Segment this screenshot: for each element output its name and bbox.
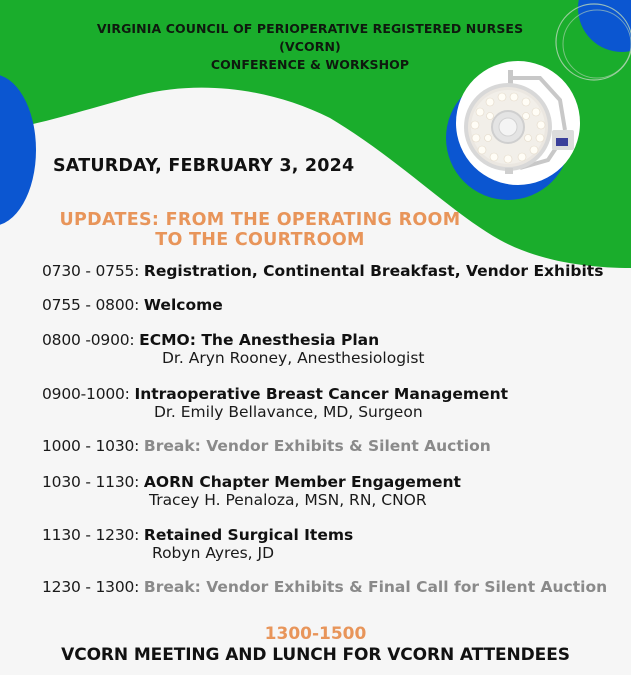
schedule-item [42, 473, 461, 492]
schedule-item [42, 331, 379, 350]
schedule-time: 1230 - 1300: [42, 578, 144, 596]
schedule-item [42, 385, 508, 404]
schedule-item [42, 262, 603, 281]
schedule-speaker: Dr. Emily Bellavance, MD, Surgeon [154, 403, 423, 421]
schedule-time: 0900-1000: [42, 385, 135, 403]
schedule-title: Welcome [143, 296, 223, 314]
schedule-time: 1000 - 1030: [42, 437, 144, 455]
header-line-event: CONFERENCE & WORKSHOP [210, 57, 410, 72]
schedule-title: AORN Chapter Member Engagement [143, 473, 461, 491]
footer-time: 1300-1500 [264, 624, 367, 644]
schedule-title: ECMO: The Anesthesia Plan [139, 331, 380, 349]
schedule-title: Intraoperative Breast Cancer Management [134, 385, 509, 403]
header-line-org-name: VIRGINIA COUNCIL OF PERIOPERATIVE REGISTERED NURSES [96, 21, 524, 36]
schedule-item [42, 526, 353, 545]
schedule-time: 0800 -0900: [42, 331, 140, 349]
schedule-speaker: Tracey H. Penaloza, MSN, RN, CNOR [149, 491, 427, 509]
event-theme [40, 210, 480, 250]
schedule-title: Retained Surgical Items [143, 526, 354, 544]
schedule-title: Break: Vendor Exhibits & Silent Auction [143, 437, 491, 455]
schedule-time: 0730 - 0755: [42, 262, 144, 280]
header-line-acronym: (VCORN) [279, 39, 341, 54]
organization-header [60, 20, 560, 74]
schedule-time: 0755 - 0800: [42, 296, 144, 314]
schedule-time: 1030 - 1130: [42, 473, 144, 491]
theme-line-2: TO THE COURTROOM [155, 230, 365, 250]
schedule-title: Break: Vendor Exhibits & Final Call for Silent Auction [143, 578, 608, 596]
footer-title: VCORN MEETING AND LUNCH FOR VCORN ATTENDEES [61, 645, 570, 665]
schedule-item-break [42, 578, 607, 597]
schedule-item [42, 296, 223, 315]
theme-line-1: UPDATES: FROM THE OPERATING ROOM [59, 210, 461, 230]
schedule-speaker: Robyn Ayres, JD [152, 544, 275, 562]
event-date: SATURDAY, FEBRUARY 3, 2024 [53, 156, 355, 176]
schedule-title: Registration, Continental Breakfast, Vendor Exhibits [143, 262, 604, 280]
schedule-item-break [42, 437, 491, 456]
schedule-time: 1130 - 1230: [42, 526, 144, 544]
schedule-speaker: Dr. Aryn Rooney, Anesthesiologist [162, 349, 425, 367]
